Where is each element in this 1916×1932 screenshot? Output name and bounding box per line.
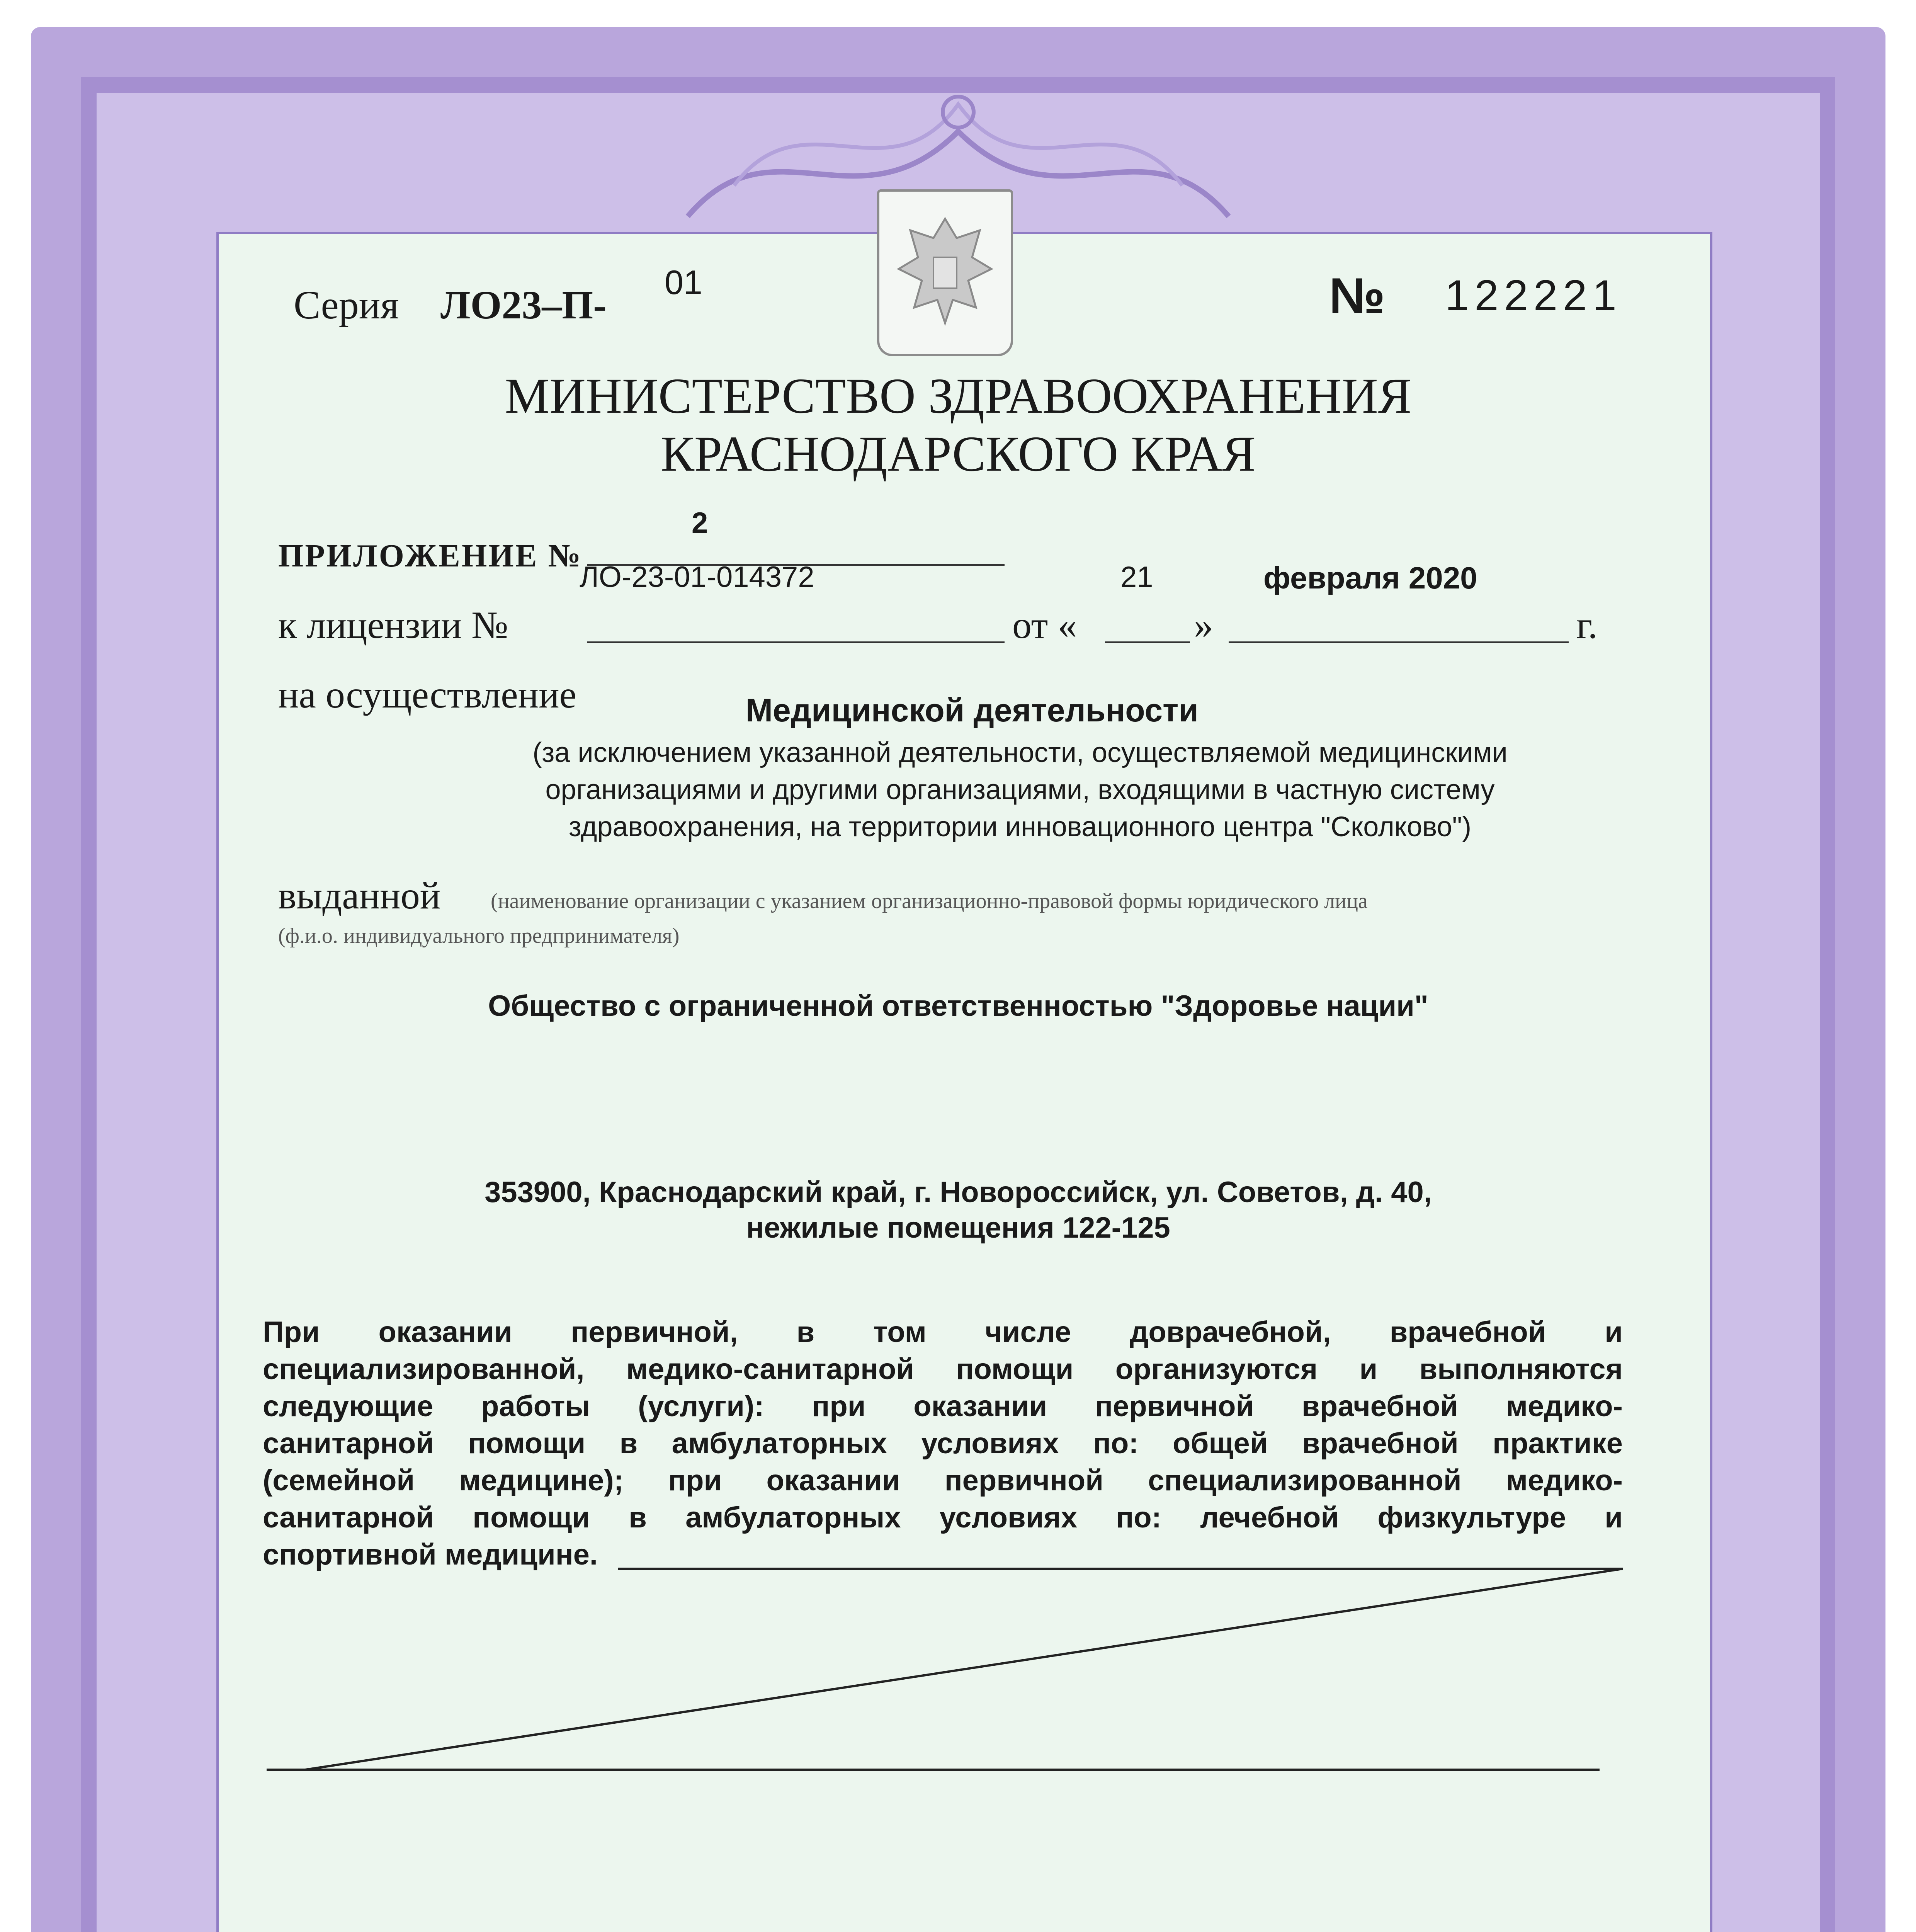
date-day-line <box>1105 641 1190 643</box>
issued-hint-1: (наименование организации с указанием организационно-правовой формы юридического лица <box>491 889 1368 913</box>
services-last-line: спортивной медицине. <box>263 1538 598 1571</box>
number-sign: № <box>1329 267 1385 324</box>
license-date-month-year: февраля 2020 <box>1263 561 1477 595</box>
services-line-5: (семейной медицине); при оказании первичной специализированной медико- <box>263 1464 1623 1497</box>
appendix-label: ПРИЛОЖЕНИЕ № <box>278 538 583 574</box>
activity-title: Медицинской деятельности <box>746 692 1199 728</box>
issued-label: выданной <box>278 874 441 917</box>
certificate-number: 122221 <box>1445 271 1622 320</box>
organization-name: Общество с ограниченной ответственностью "Здоровье нации" <box>488 990 1428 1022</box>
date-month-line <box>1229 641 1569 643</box>
services-line-2: специализированной, медико-санитарной помощи организуются и выполняются <box>263 1353 1623 1386</box>
services-line-6: санитарной помощи в амбулаторных условиях по: лечебной физкультуре и <box>263 1501 1623 1534</box>
services-text <box>263 1314 1623 1573</box>
series-suffix: 01 <box>665 263 702 301</box>
activity-line-2: организациями и другими организациями, входящими в частную систему <box>545 774 1495 805</box>
appendix-number: 2 <box>692 507 708 539</box>
activity-label: на осуществление <box>278 673 577 716</box>
coat-of-arms-emblem <box>877 189 1013 356</box>
activity-description <box>402 734 1638 845</box>
license-label: к лицензии № <box>278 604 508 646</box>
license-number: ЛО-23-01-014372 <box>580 561 814 594</box>
series-value: ЛО23–П- <box>440 283 607 327</box>
empty-space-strikeout-lines <box>255 1561 1630 1777</box>
ministry-name <box>270 367 1646 483</box>
license-number-line <box>587 641 1005 643</box>
date-close: » <box>1194 604 1213 646</box>
organization-address <box>270 1175 1646 1246</box>
license-date-day: 21 <box>1120 561 1153 594</box>
series-label: Серия <box>294 283 399 327</box>
double-headed-eagle-icon <box>879 192 1011 354</box>
year-suffix: г. <box>1576 604 1598 646</box>
address-line-2: нежилые помещения 122-125 <box>746 1211 1170 1244</box>
ministry-name-line1: МИНИСТЕРСТВО ЗДРАВООХРАНЕНИЯ <box>505 368 1412 424</box>
activity-line-1: (за исключением указанной деятельности, осуществляемой медицинскими <box>532 737 1508 768</box>
activity-line-3: здравоохранения, на территории инновационного центра "Сколково") <box>568 811 1472 842</box>
services-line-4: санитарной помощи в амбулаторных условиях по: общей врачебной практике <box>263 1427 1623 1460</box>
date-from-label: от « <box>1012 604 1077 646</box>
services-line-3: следующие работы (услуги): при оказании первичной врачебной медико- <box>263 1390 1623 1423</box>
ministry-name-line2: КРАСНОДАРСКОГО КРАЯ <box>661 426 1256 482</box>
address-line-1: 353900, Краснодарский край, г. Новороссийск, ул. Советов, д. 40, <box>485 1176 1432 1209</box>
services-line-1: При оказании первичной, в том числе доврачебной, врачебной и <box>263 1316 1623 1349</box>
issued-hint-2: (ф.и.о. индивидуального предпринимателя) <box>278 924 680 948</box>
